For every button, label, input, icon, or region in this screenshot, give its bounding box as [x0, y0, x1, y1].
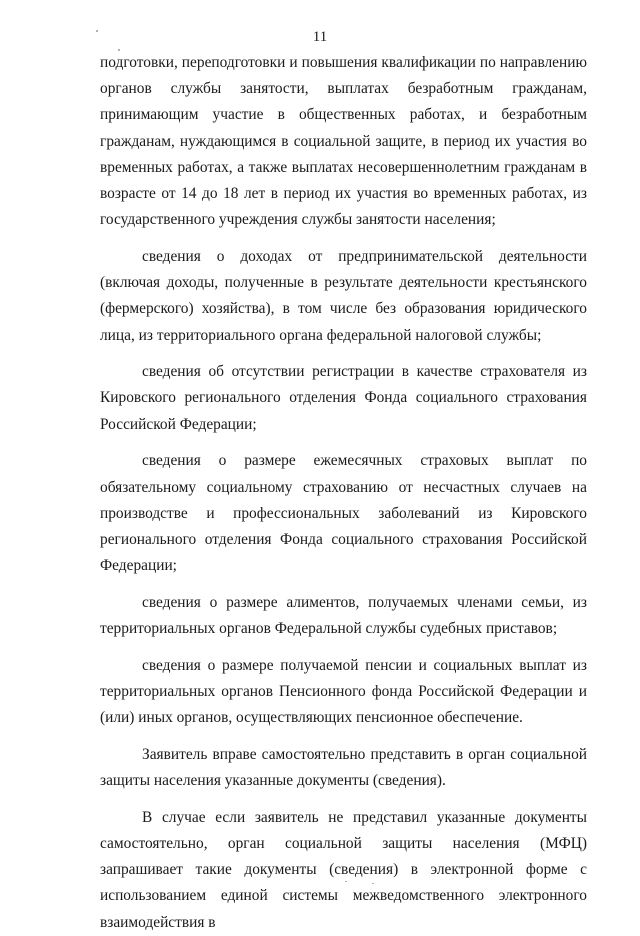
- paragraph-insurer-registration: сведения об отсутствии регистрации в качестве страхователя из Кировского регионального отделения Фонда социального страхования Российской Федерации;: [100, 363, 587, 433]
- paragraph-continuation: подготовки, переподготовки и повышения квалификации по направлению органов службы занятости, выплатах безработным гражданам, принимающим участие в общественных работах, и безработным гражданам, нуждающимся в социальной защите, в период их участия во временных работах, а также выплатах несовершеннолетним гражданам в возрасте от 14 до 18 лет в период их участия во временных работах, из государственного учреждения службы занятости населения;: [100, 54, 587, 229]
- scan-speck: [372, 883, 374, 884]
- paragraph-business-income: сведения о доходах от предпринимательской деятельности (включая доходы, полученные в результате деятельности крестьянского (фермерского) хозяйства), в том числе без образования юридического лица, из территориального органа федеральной налоговой службы;: [100, 247, 587, 344]
- paragraph-applicant-right: Заявитель вправе самостоятельно представить в орган социальной защиты населения указанные документы (сведения).: [100, 745, 587, 790]
- paragraph-pension: сведения о размере получаемой пенсии и социальных выплат из территориальных органов Пенсионного фонда Российской Федерации и (или) иных органов, осуществляющих пенсионное обеспечение.: [100, 656, 587, 727]
- paragraph-alimony: сведения о размере алиментов, получаемых членами семьи, из территориальных органов Федеральной службы судебных приставов;: [100, 593, 587, 638]
- document-body: [100, 50, 587, 936]
- paragraph-interagency-request: В случае если заявитель не представил указанные документы самостоятельно, орган социальной защиты населения (МФЦ) запрашивает такие документы (сведения) в электронной форме с использованием единой системы межведомственного электронного взаимодействия в: [100, 808, 587, 931]
- page-number: 11: [312, 29, 328, 45]
- scan-speck: [118, 49, 120, 51]
- scan-speck: [96, 30, 98, 32]
- paragraph-insurance-payments: сведения о размере ежемесячных страховых выплат по обязательному социальному страхованию от несчастных случаев на производстве и профессиональных заболеваний из Кировского регионального отделения Фонда социального страхования Российской Федерации;: [100, 452, 587, 575]
- scan-speck: [345, 881, 347, 882]
